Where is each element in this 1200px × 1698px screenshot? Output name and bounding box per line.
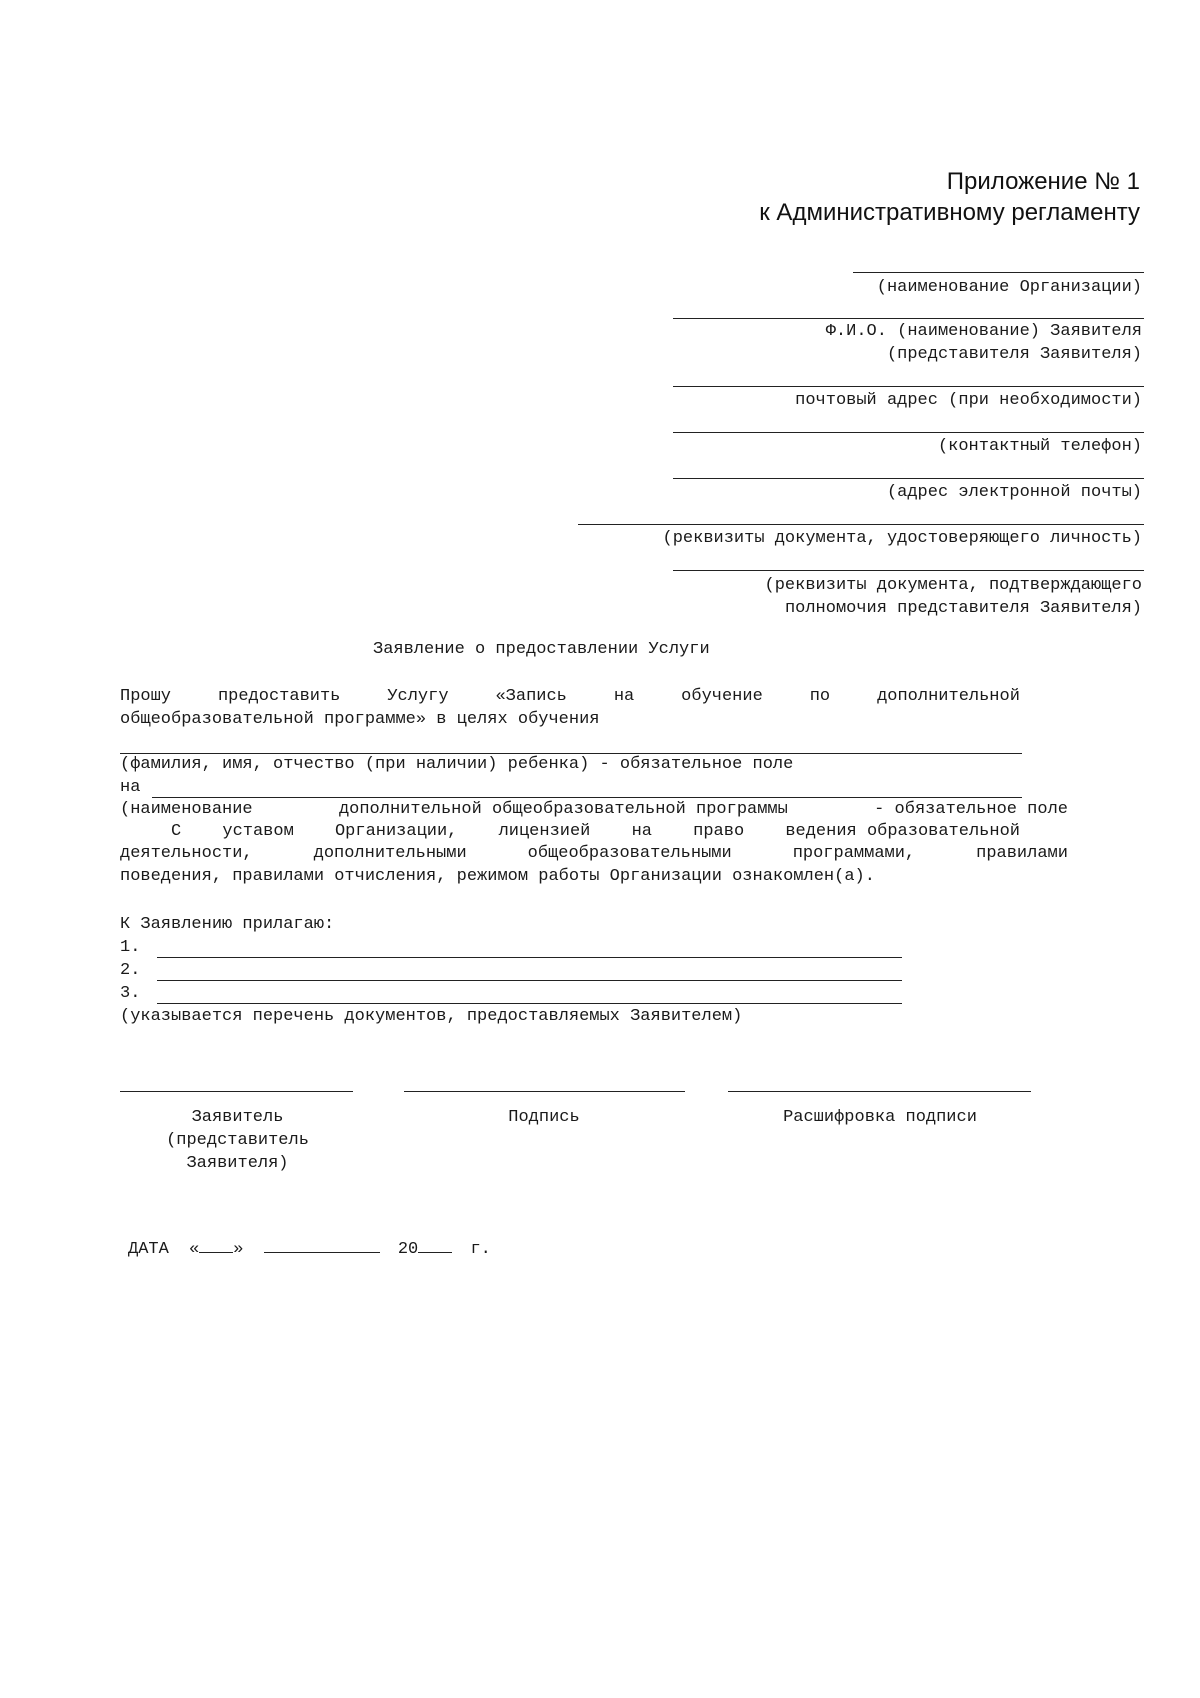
program-name-line[interactable]: [152, 797, 1022, 798]
field-line-postal-address[interactable]: [673, 386, 1144, 387]
ack-line-2: деятельности, дополнительными общеобразовательными программами, правилами: [120, 844, 1068, 863]
field-caption-applicant-name: Ф.И.О. (наименование) Заявителя (представителя Заявителя): [825, 322, 1142, 364]
ack-line-1: С уставом Организации, лицензией на право ведения образовательной: [171, 822, 1020, 841]
appendix-subtitle: к Административному регламенту: [759, 199, 1140, 226]
date-row: [128, 1236, 491, 1259]
appendix-heading: [759, 166, 1140, 228]
attachment-line-3[interactable]: [157, 1003, 902, 1004]
signature-decoding-line[interactable]: [728, 1091, 1031, 1092]
year-suffix: г.: [470, 1240, 491, 1259]
child-name-caption: (фамилия, имя, отчество (при наличии) ребенка) - обязательное поле: [120, 755, 794, 774]
field-line-authority-document[interactable]: [673, 570, 1144, 571]
field-caption-authority-document: (реквизиты документа, подтверждающего полномочия представителя Заявителя): [764, 576, 1142, 618]
attachments-label: К Заявлению прилагаю:: [120, 915, 335, 934]
ack-line-3: поведения, правилами отчисления, режимом работы Организации ознакомлен(а).: [120, 867, 875, 886]
field-line-phone[interactable]: [673, 432, 1144, 433]
attachment-number-2: 2.: [120, 961, 141, 980]
program-name-caption: (наименование дополнительной общеобразовательной программы - обязательное поле: [120, 800, 1068, 819]
year-blank[interactable]: [418, 1236, 452, 1253]
attachment-line-2[interactable]: [157, 980, 902, 981]
field-caption-postal-address: почтовый адрес (при необходимости): [795, 391, 1142, 410]
na-label: на: [120, 778, 141, 797]
year-prefix: 20: [397, 1240, 419, 1259]
field-caption-email: (адрес электронной почты): [886, 483, 1142, 502]
field-caption-identity-document: (реквизиты документа, удостоверяющего личность): [662, 529, 1142, 548]
attachment-number-3: 3.: [120, 984, 141, 1003]
day-blank[interactable]: [199, 1236, 233, 1253]
month-blank[interactable]: [264, 1236, 380, 1253]
field-line-email[interactable]: [673, 478, 1144, 479]
appendix-number: Приложение № 1: [946, 168, 1140, 195]
document-title: Заявление о предоставлении Услуги: [373, 640, 710, 659]
signature-decoding-caption: Расшифровка подписи: [783, 1108, 977, 1127]
applicant-caption: Заявитель (представитель Заявителя): [166, 1108, 309, 1173]
attachment-number-1: 1.: [120, 938, 141, 957]
field-caption-organization: (наименование Организации): [876, 278, 1142, 297]
field-caption-phone: (контактный телефон): [937, 437, 1142, 456]
field-line-identity-document[interactable]: [578, 524, 1144, 525]
attachments-caption: (указывается перечень документов, предоставляемых Заявителем): [120, 1007, 743, 1026]
date-close-quote: »: [233, 1240, 244, 1259]
field-line-organization[interactable]: [853, 272, 1144, 273]
field-line-applicant-name[interactable]: [673, 318, 1144, 319]
request-line-1: Прошу предоставить Услугу «Запись на обучение по дополнительной: [120, 687, 1020, 706]
date-label: ДАТА: [128, 1240, 169, 1259]
attachment-line-1[interactable]: [157, 957, 902, 958]
applicant-signature-line[interactable]: [120, 1091, 353, 1092]
date-open-quote: «: [189, 1240, 200, 1259]
signature-line[interactable]: [404, 1091, 685, 1092]
request-line-2: общеобразовательной программе» в целях обучения: [120, 710, 600, 729]
signature-caption: Подпись: [508, 1108, 580, 1127]
